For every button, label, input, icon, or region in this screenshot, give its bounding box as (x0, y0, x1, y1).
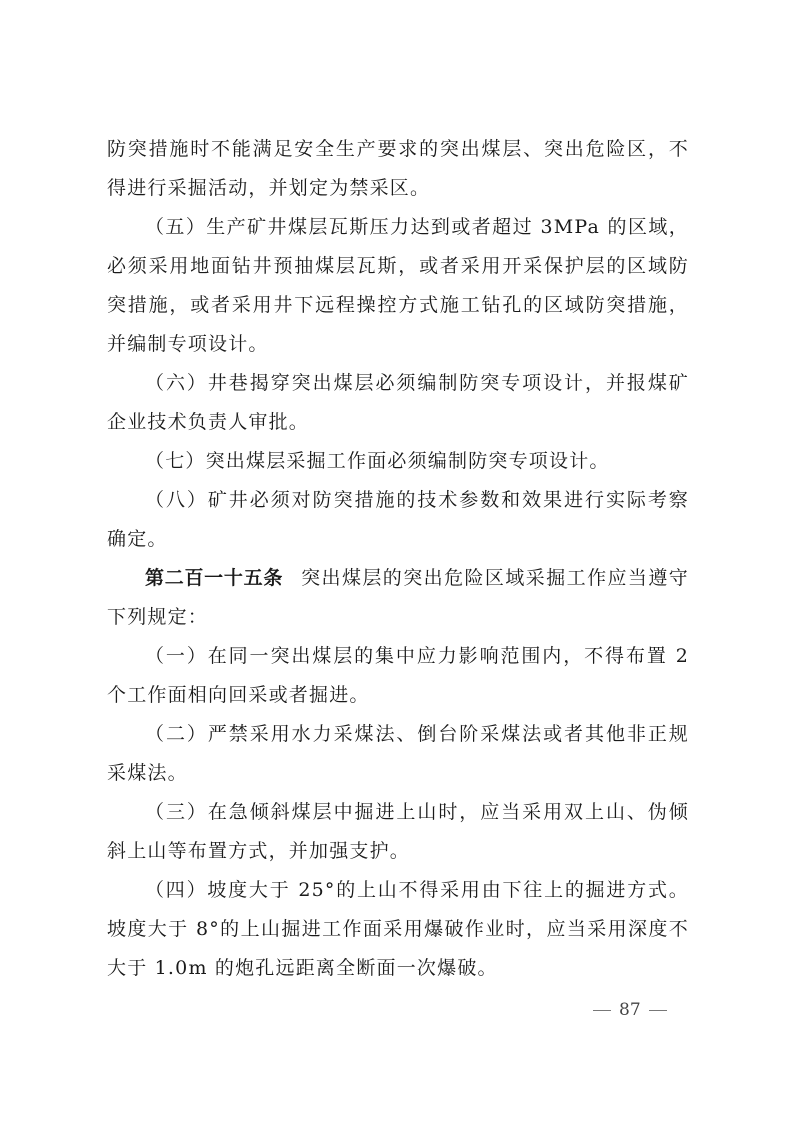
article-text: 突出煤层的突出危险区域采掘工作应当遵守下列规定： (107, 567, 689, 628)
footer-dash-right (649, 1010, 667, 1011)
page-footer (593, 1000, 673, 1020)
paragraph: （八）矿井必须对防突措施的技术参数和效果进行实际考察确定。 (107, 489, 689, 550)
page-number: 87 (619, 1000, 641, 1020)
paragraph: （六）井巷揭穿突出煤层必须编制防突专项设计，并报煤矿企业技术负责人审批。 (107, 372, 689, 433)
list-item: （四）坡度大于 25°的上山不得采用由下往上的掘进方式。坡度大于 8°的上山掘进工作面采用爆破作业时，应当采用深度不大于 1.0m 的炮孔远距离全断面一次爆破。 (107, 879, 689, 979)
paragraph: （五）生产矿井煤层瓦斯压力达到或者超过 3MPa 的区域，必须采用地面钻井预抽煤层瓦斯，或者采用开采保护层的区域防突措施，或者采用井下远程操控方式施工钻孔的区域防突措施，并编制专项设计。 (107, 216, 689, 355)
list-item: （二）严禁采用水力采煤法、倒台阶采煤法或者其他非正规采煤法。 (107, 723, 689, 784)
list-item: （三）在急倾斜煤层中掘进上山时，应当采用双上山、伪倾斜上山等布置方式，并加强支护。 (107, 801, 689, 862)
paragraph: （七）突出煤层采掘工作面必须编制防突专项设计。 (145, 450, 610, 472)
footer-dash-left (593, 1010, 611, 1011)
article-number: 第二百一十五条 (145, 567, 284, 589)
paragraph: 防突措施时不能满足安全生产要求的突出煤层、突出危险区，不得进行采掘活动，并划定为禁采区。 (107, 138, 689, 199)
list-item: （一）在同一突出煤层的集中应力影响范围内，不得布置 2 个工作面相向回采或者掘进。 (107, 645, 689, 706)
document-body (107, 130, 689, 988)
article-paragraph (107, 559, 689, 637)
